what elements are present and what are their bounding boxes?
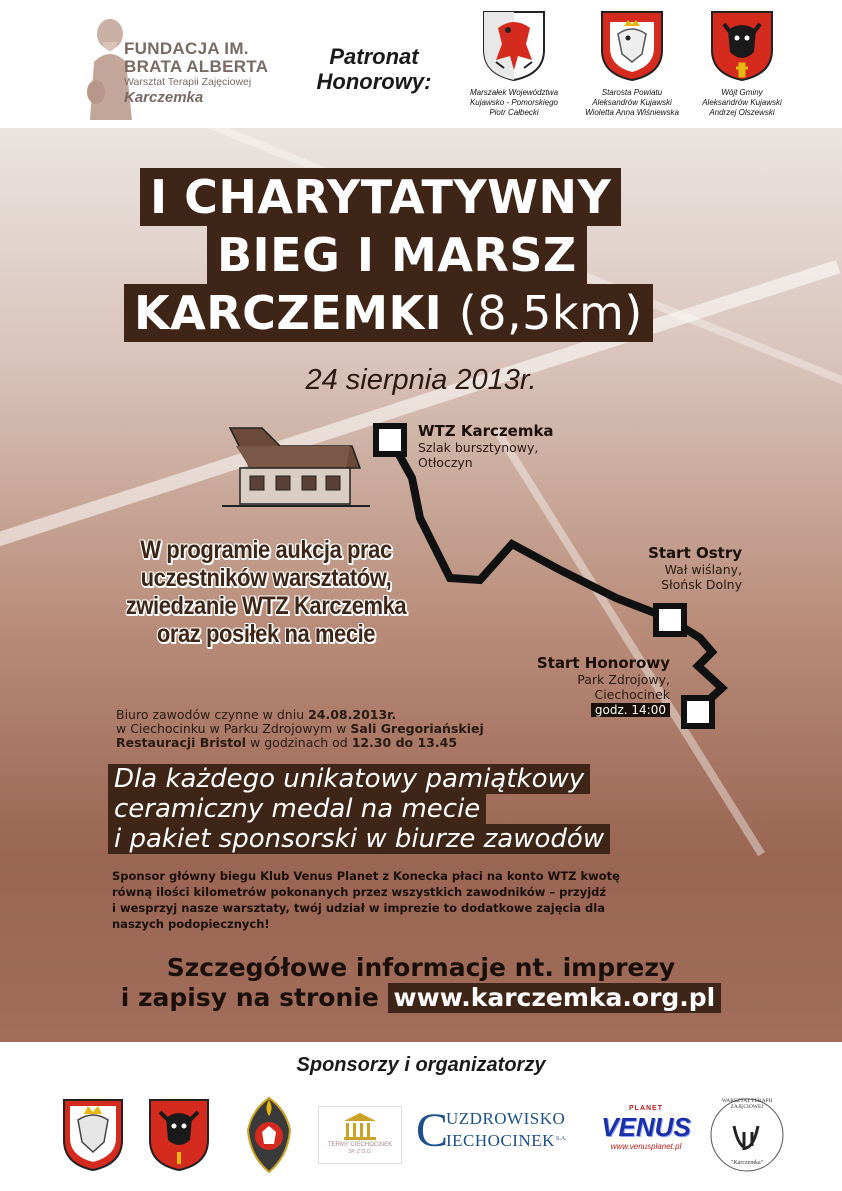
house-sketch-icon (222, 428, 370, 506)
wtz-name: WTZ Karczemka (418, 422, 554, 440)
title-line1: I CHARYTATYWNY (140, 168, 621, 226)
medal-line2: ceramiczny medal na mecie (108, 794, 486, 824)
info-line2: i zapisy na stronie (120, 983, 379, 1012)
start-honorowy-marker (684, 698, 712, 726)
title-line2: BIEG I MARSZ (207, 226, 587, 284)
start-honorowy-line2: Ciechocinek (594, 687, 670, 702)
commune-crest-icon (710, 10, 774, 82)
program-line2: uczestników warsztatów, (140, 564, 392, 592)
medal-line1: Dla każdego unikatowy pamiątkowy (108, 764, 590, 794)
program-line4: oraz posiłek na mecie (156, 620, 376, 648)
title-line3-distance: (8,5km) (458, 286, 643, 340)
foundation-line3: Warsztat Terapii Zajęciowej (124, 76, 252, 88)
start-ostry-name: Start Ostry (648, 544, 742, 562)
patron-wojt-caption (682, 88, 802, 118)
wtz-karczemka-logo (708, 1096, 786, 1174)
biuro-hours: 12.30 do 13.45 (351, 735, 458, 750)
poster-body (0, 128, 842, 1042)
medal-line3: i pakiet sponsorski w biurze zawodów (108, 824, 610, 854)
venus-planet-logo (594, 1104, 698, 1166)
foundation-line1: FUNDACJA IM. (124, 39, 249, 58)
termy-name: TERMY CIECHOCINEK (327, 1142, 393, 1148)
biuro-text3: w godzinach od (246, 735, 352, 750)
wtz-seal-bottom: "Karczemka" (730, 1160, 764, 1166)
patronat-line2: Honorowy: (316, 69, 432, 94)
sponsor-text-line3: i wesprzyj nasze warsztaty, twój udział w imprezie to dodatkowe zajęcia dla (112, 901, 605, 915)
info-line1: Szczegółowe informacje nt. imprezy (166, 953, 676, 982)
termy-building-icon (340, 1111, 380, 1141)
uzdrowisko-top: UZDROWISKO (446, 1109, 566, 1128)
sponsors-title: Sponsorzy i organizatorzy (296, 1054, 546, 1076)
patron-wojt (682, 10, 802, 118)
start-ostry-label (632, 544, 742, 592)
info-block (0, 953, 842, 1013)
program-text (116, 536, 415, 648)
sponsor-text-line1: Sponsor główny biegu Klub Venus Planet z Konecka płaci na konto WTZ kwotę (112, 869, 620, 883)
commune-bull-logo-icon (148, 1098, 210, 1172)
start-ostry-marker (656, 606, 684, 634)
program-line3: zwiedzanie WTZ Karczemka (125, 592, 407, 620)
title-line3-bold: KARCZEMKI (134, 286, 443, 340)
website-link[interactable]: www.karczemka.org.pl (388, 983, 722, 1013)
patron-wojt-line1: Wójt Gminy (721, 88, 763, 97)
start-ostry-line2: Słońsk Dolny (661, 577, 742, 592)
program-line1: W programie aukcja prac (140, 536, 392, 564)
uzdrowisko-bottom: IECHOCINEK (446, 1131, 555, 1150)
biuro-hall: Sali Gregoriańskiej (350, 721, 484, 736)
voivodeship-crest-icon (482, 10, 546, 82)
venus-name: VENUS (601, 1112, 691, 1142)
uzdrowisko-sa: S.A. (556, 1136, 567, 1142)
biuro-text1: Biuro zawodów czynne w dniu (116, 707, 309, 722)
county-crest-icon (600, 10, 664, 82)
event-date: 24 sierpnia 2013r. (305, 364, 537, 396)
wtz-line1: Szlak bursztynowy, (418, 440, 539, 455)
patron-starosta-line1: Starosta Powiatu (601, 88, 663, 97)
foundation-logo (80, 12, 280, 122)
patron-marshal-line1: Marszałek Województwa (469, 88, 559, 97)
patron-starosta (572, 10, 692, 118)
venus-planet-top: PLANET (629, 1105, 663, 1112)
wtz-marker (376, 426, 404, 454)
sponsor-text-line4: naszych podopiecznych! (112, 917, 270, 931)
termy-sub: SP. Z O.O. (348, 1149, 372, 1155)
start-honorowy-line1: Park Zdrojowy, (577, 672, 670, 687)
foundation-text (124, 40, 268, 106)
patron-wojt-line2: Aleksandrów Kujawski (702, 98, 782, 107)
race-office-info (116, 708, 586, 750)
patron-starosta-line3: Wioletta Anna Wiśniewska (585, 108, 679, 117)
county-eagle-logo-icon (62, 1098, 124, 1172)
patron-marshal-caption (454, 88, 574, 118)
biuro-text2: w Ciechocinku w Parku Zdrojowym w (116, 721, 351, 736)
patronat-line1: Patronat (329, 44, 419, 69)
sponsor-text-line2: równą ilości kilometrów pokonanych przez wszystkich zawodników – przyjdź (112, 885, 607, 899)
patron-marshal-line3: Piotr Całbecki (489, 108, 539, 117)
patron-starosta-caption (572, 88, 692, 118)
uzdrowisko-ciechocinek-logo (416, 1104, 568, 1162)
foundation-line2: BRATA ALBERTA (124, 57, 269, 76)
uzdrowisko-c: C (416, 1104, 449, 1157)
start-time-badge: godz. 14:00 (591, 703, 670, 717)
biuro-date: 24.08.2013r. (308, 707, 397, 722)
patron-starosta-line2: Aleksandrów Kujawski (592, 98, 672, 107)
start-ostry-line1: Wał wiślany, (664, 562, 742, 577)
wtz-ring-text: WARSZTAT TERAPII ZAJĘCIOWEJ (721, 1098, 773, 1110)
wtz-line2: Otłoczyn (418, 455, 473, 470)
biuro-restaurant: Restauracji Bristol (116, 735, 247, 750)
fire-brigade-logo-icon (238, 1096, 300, 1174)
foundation-line4: Karczemka (124, 89, 204, 106)
patron-wojt-line3: Andrzej Olszewski (709, 108, 775, 117)
start-honorowy-name: Start Honorowy (536, 654, 670, 672)
patron-marshal-line2: Kujawsko - Pomorskiego (469, 98, 559, 107)
header (0, 0, 842, 128)
patron-marshal (454, 10, 574, 118)
patronat-heading (300, 44, 448, 94)
wtz-label (418, 422, 554, 470)
footer (0, 1042, 842, 1191)
venus-url: www.venusplanet.pl (610, 1142, 682, 1151)
main-sponsor-text (112, 868, 742, 932)
termy-ciechocinek-logo (318, 1106, 402, 1164)
